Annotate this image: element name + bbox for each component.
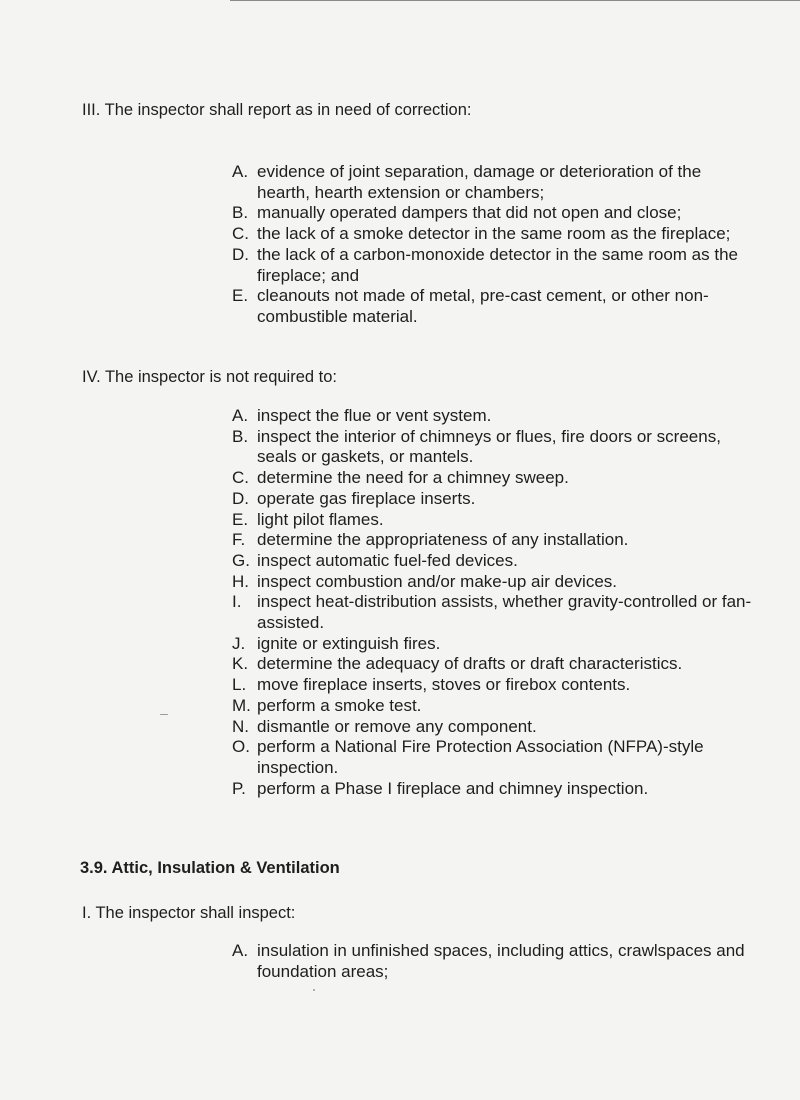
scan-speck [313,989,315,991]
list-item-text: determine the appropriateness of any installation. [257,530,629,550]
list-item-text: operate gas fireplace inserts. [257,488,476,508]
list-marker: O. [232,737,250,757]
list-marker: I. [232,592,242,612]
list-marker: D. [232,244,249,264]
list-marker: B. [232,203,249,223]
list-item [232,530,752,551]
list-item-text: evidence of joint separation, damage or deterioration of the hearth, hearth extension or chambers; [257,162,702,202]
list-item-text: perform a Phase I fireplace and chimney inspection. [257,778,649,798]
section-iii-heading: III. The inspector shall report as in need of correction: [82,101,472,119]
list-marker: A. [232,162,249,181]
list-item [232,489,752,510]
list-item [232,696,752,717]
list-marker: C. [232,224,249,244]
section-i-heading: I. The inspector shall inspect: [82,904,296,922]
list-item-text: determine the need for a chimney sweep. [257,468,569,488]
list-item-text: light pilot flames. [257,509,384,529]
list-item-text: dismantle or remove any component. [257,716,537,736]
list-item-text: perform a smoke test. [257,695,422,715]
list-marker: L. [232,675,247,695]
list-item-text: inspect automatic fuel-fed devices. [257,550,518,570]
list-item-text: ignite or extinguish fires. [257,633,441,653]
list-marker: J. [232,633,246,653]
list-item-text: insulation in unfinished spaces, including attics, crawlspaces and foundation areas; [257,941,745,981]
list-marker: A. [232,406,249,425]
list-item-text: inspect heat-distribution assists, whether gravity-controlled or fan-assisted. [257,592,752,633]
list-item [232,779,752,800]
list-item [232,941,752,982]
list-marker: D. [232,488,249,508]
list-marker: K. [232,654,249,674]
section-iv-list [232,406,752,799]
list-item-text: perform a National Fire Protection Association (NFPA)-style inspection. [257,737,704,777]
list-item [232,634,752,655]
list-item-text: inspect the interior of chimneys or flues, fire doors or screens, seals or gaskets, or mantels. [257,426,721,467]
scan-speck [160,714,168,715]
list-item-text: inspect combustion and/or make-up air devices. [257,571,618,591]
list-marker: E. [232,286,249,306]
list-marker: N. [232,716,249,736]
list-marker: C. [232,468,249,488]
list-marker: A. [232,941,249,960]
list-item-text: determine the adequacy of drafts or draft characteristics. [257,654,683,674]
list-item [232,654,752,675]
section-title-attic: 3.9. Attic, Insulation & Ventilation [80,859,340,877]
list-item-text: the lack of a carbon-monoxide detector in the same room as the fireplace; and [257,244,738,285]
section-iv-heading: IV. The inspector is not required to: [82,368,337,386]
list-marker: F. [232,530,246,550]
list-item [232,162,752,203]
list-item [232,592,752,633]
list-marker: M. [232,695,251,715]
list-item [232,427,752,468]
list-item [232,286,752,327]
list-item [232,675,752,696]
list-item-text: manually operated dampers that did not open and close; [257,203,682,223]
list-item [232,572,752,593]
list-item [232,551,752,572]
list-item [232,203,752,224]
list-item [232,224,752,245]
section-i-list [232,941,752,982]
scan-edge-line [230,0,800,1]
list-marker: H. [232,571,249,591]
list-marker: E. [232,509,249,529]
list-item [232,406,752,427]
list-marker: P. [232,778,246,798]
list-item-text: inspect the flue or vent system. [257,406,492,425]
list-item-text: cleanouts not made of metal, pre-cast cement, or other non-combustible material. [257,286,709,326]
list-marker: B. [232,426,249,446]
list-item [232,468,752,489]
list-item [232,717,752,738]
list-item [232,737,752,778]
list-item-text: move fireplace inserts, stoves or firebox contents. [257,675,631,695]
list-item-text: the lack of a smoke detector in the same room as the fireplace; [257,224,731,244]
list-marker: G. [232,550,250,570]
list-item [232,510,752,531]
list-item [232,245,752,286]
section-iii-list [232,162,752,328]
